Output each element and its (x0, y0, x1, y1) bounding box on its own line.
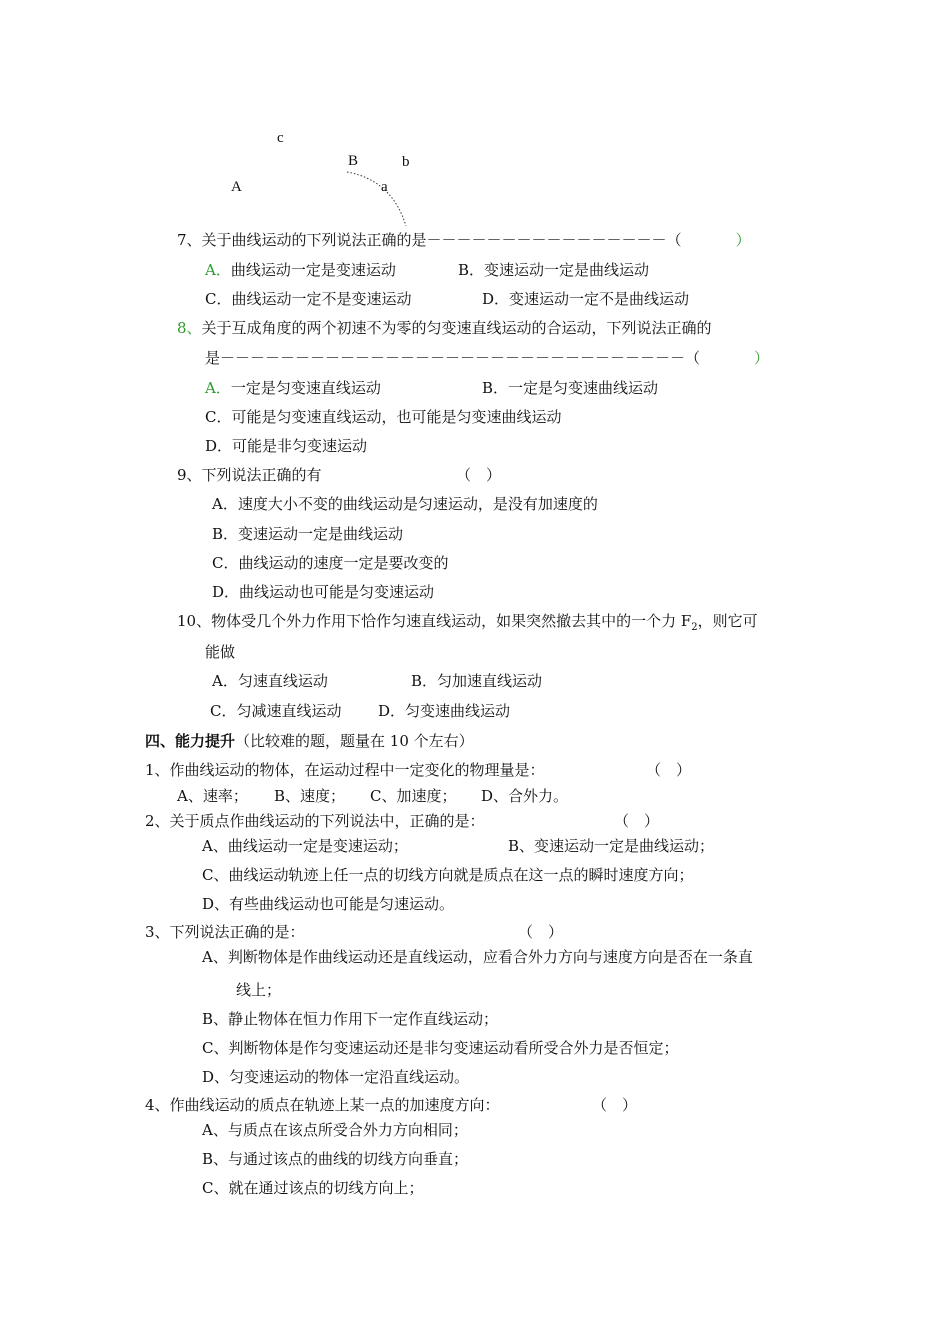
s1-option-d: D、合外力。 (481, 787, 569, 805)
s4-stem: 4、作曲线运动的质点在轨迹上某一点的加速度方向： (145, 1096, 500, 1114)
s2-answer-paren: （ ） (614, 812, 660, 830)
s3-option-d: D、匀变速运动的物体一定沿直线运动。 (202, 1068, 470, 1086)
s1-stem: 1、作曲线运动的物体，在运动过程中一定变化的物理量是： (145, 761, 545, 779)
q8-option-c: C．可能是匀变速直线运动，也可能是匀变速曲线运动 (205, 408, 562, 426)
q9-option-d: D．曲线运动也可能是匀变速运动 (212, 583, 435, 601)
q8-stem-line2: 是－－－－－－－－－－－－－－－－－－－－－－－－－－－－－－－（ ） (205, 349, 770, 367)
q7-stem: 7、关于曲线运动的下列说法正确的是－－－－－－－－－－－－－－－－（ ） (177, 231, 751, 249)
q10-stem-line1: 10、物体受几个外力作用下恰作匀速直线运动，如果突然撤去其中的一个力 $F_2$，则它可 (177, 612, 758, 633)
q9-option-c: C．曲线运动的速度一定是要改变的 (212, 554, 449, 572)
section-heading: 四、能力提升（比较难的题，题量在 10 个左右） (145, 732, 474, 750)
q7-option-d: D．变速运动一定不是曲线运动 (482, 290, 690, 308)
q10-option-c: C．匀减速直线运动 (210, 702, 342, 720)
s1-option-b: B、速度； (274, 787, 346, 805)
s2-option-b: B、变速运动一定是曲线运动； (508, 837, 715, 855)
trajectory-curve (347, 172, 406, 226)
q9-answer-paren: （ ） (456, 466, 502, 484)
s3-option-c: C、判断物体是作匀变速运动还是非匀变速运动看所受合外力是否恒定； (202, 1039, 679, 1057)
q7-option-c: C．曲线运动一定不是变速运动 (205, 290, 412, 308)
s2-stem: 2、关于质点作曲线运动的下列说法中，正确的是： (145, 812, 485, 830)
q8-option-a: A．一定是匀变速直线运动 (205, 379, 381, 397)
s3-answer-paren: （ ） (518, 923, 564, 941)
s1-answer-paren: （ ） (646, 761, 692, 779)
q7-option-a: A．曲线运动一定是变速运动 (205, 261, 396, 279)
figure-label-b: b (402, 154, 410, 170)
figure-label-a: a (381, 179, 388, 195)
s2-option-d: D、有些曲线运动也可能是匀速运动。 (202, 895, 455, 913)
s4-answer-paren: （ ） (592, 1096, 638, 1114)
q8-option-b: B．一定是匀变速曲线运动 (482, 379, 659, 397)
q7-option-b: B．变速运动一定是曲线运动 (458, 261, 650, 279)
q8-stem-line1: 8、关于互成角度的两个初速不为零的匀变速直线运动的合运动，下列说法正确的 (177, 319, 712, 337)
s2-option-c: C、曲线运动轨迹上任一点的切线方向就是质点在这一点的瞬时速度方向； (202, 866, 694, 884)
s4-option-c: C、就在通过该点的切线方向上； (202, 1179, 424, 1197)
s4-option-a: A、与质点在该点所受合外力方向相同； (202, 1121, 468, 1139)
q8-option-d: D．可能是非匀变速运动 (205, 437, 368, 455)
s3-stem: 3、下列说法正确的是： (145, 923, 305, 941)
q10-stem-line2: 能做 (205, 643, 236, 661)
figure-label-c: c (277, 130, 284, 146)
s2-option-a: A、曲线运动一定是变速运动； (202, 837, 408, 855)
s3-option-b: B、静止物体在恒力作用下一定作直线运动； (202, 1010, 499, 1028)
q9-option-a: A．速度大小不变的曲线运动是匀速运动，是没有加速度的 (212, 495, 598, 513)
s3-option-a-line1: A、判断物体是作曲线运动还是直线运动，应看合外力方向与速度方向是否在一条直 (202, 948, 753, 966)
figure-label-A: A (231, 179, 242, 195)
s1-option-a: A、速率； (177, 787, 248, 805)
q10-option-d: D．匀变速曲线运动 (378, 702, 511, 720)
q10-option-b: B．匀加速直线运动 (411, 672, 543, 690)
s4-option-b: B、与通过该点的曲线的切线方向垂直； (202, 1150, 469, 1168)
s1-option-c: C、加速度； (370, 787, 457, 805)
q9-option-b: B．变速运动一定是曲线运动 (212, 525, 404, 543)
trajectory-figure (0, 0, 950, 240)
q9-stem: 9、下列说法正确的有 (177, 466, 322, 484)
s3-option-a-line2: 线上； (236, 981, 282, 999)
figure-label-B: B (348, 153, 359, 169)
q10-option-a: A．匀速直线运动 (212, 672, 328, 690)
